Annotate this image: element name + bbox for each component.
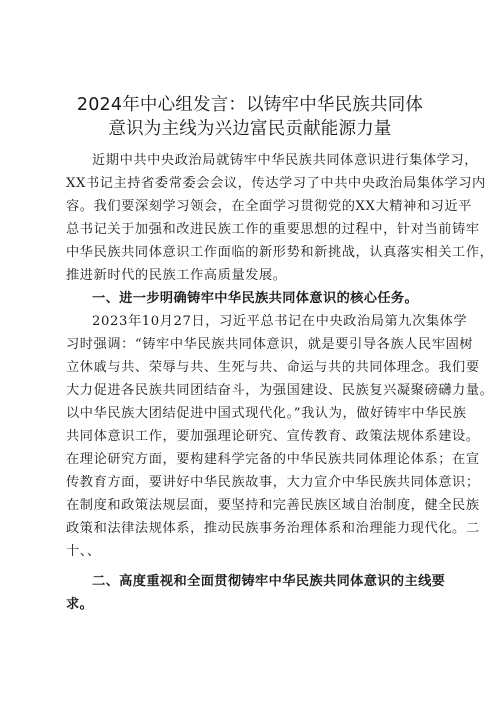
paragraph-1-line: 总书记关于加强和改进民族工作的重要思想的过程中，针对当前铸牢 [66,222,480,237]
document-title-line-2: 意识为主线为兴边富民贡献能源力量 [108,119,392,139]
paragraph-2-line: 共同体意识工作，要加强理论研究、宣传教育、政策法规体系建设。 [66,429,480,444]
paragraph-2-line: 立休戚与共、荣辱与共、生死与共、命运与共的共同体理念。我们要 [66,360,480,375]
document-title-line-1: 2024年中心组发言：以铸牢中华民族共同体 [76,95,424,115]
paragraph-2-line: 以中华民族大团结促进中国式现代化。”我认为，做好铸牢中华民族 [66,406,467,421]
paragraph-2-line: 在制度和政策法规层面，要坚持和完善民族区域自治制度，健全民族 [66,498,480,513]
paragraph-1-line: XX书记主持省委常委会会议，传达学习了中共中央政治局集体学习内 [66,176,486,191]
paragraph-2-line: 十、、 [66,544,101,559]
paragraph-2-line: 在理论研究方面，要构建科学完备的中华民族共同体理论体系；在宣 [66,452,480,467]
paragraph-1-line: 近期中共中央政治局就铸牢中华民族共同体意识进行集体学习， [92,153,479,168]
section-heading-2-line-1: 二、高度重视和全面贯彻铸牢中华民族共同体意识的主线要 [92,574,446,589]
paragraph-2-line: 政策和法律法规体系，推动民族事务治理体系和治理能力现代化。二 [66,521,480,536]
paragraph-2-line: 习时强调：“铸牢中华民族共同体意识，就是要引导各族人民牢固树 [66,337,474,352]
section-heading-1: 一、进一步明确铸牢中华民族共同体意识的核心任务。 [92,291,419,306]
paragraph-1-line: 容。我们要深刻学习领会，在全面学习贯彻党的XX大精神和习近平 [66,199,473,214]
paragraph-2-line: 大力促进各民族共同团结奋斗，为强国建设、民族复兴凝聚磅礴力量。 [66,383,494,398]
paragraph-2-line: 2023年10月27日，习近平总书记在中央政治局第九次集体学 [92,314,468,329]
paragraph-1-line: 推进新时代的民族工作高质量发展。 [66,268,287,283]
section-heading-2-line-2: 求。 [66,597,94,612]
paragraph-1-line: 中华民族共同体意识工作面临的新形势和新挑战，认真落实相关工作， [66,245,494,260]
paragraph-2-line: 传教育方面，要讲好中华民族故事，大力宣介中华民族共同体意识； [66,475,480,490]
